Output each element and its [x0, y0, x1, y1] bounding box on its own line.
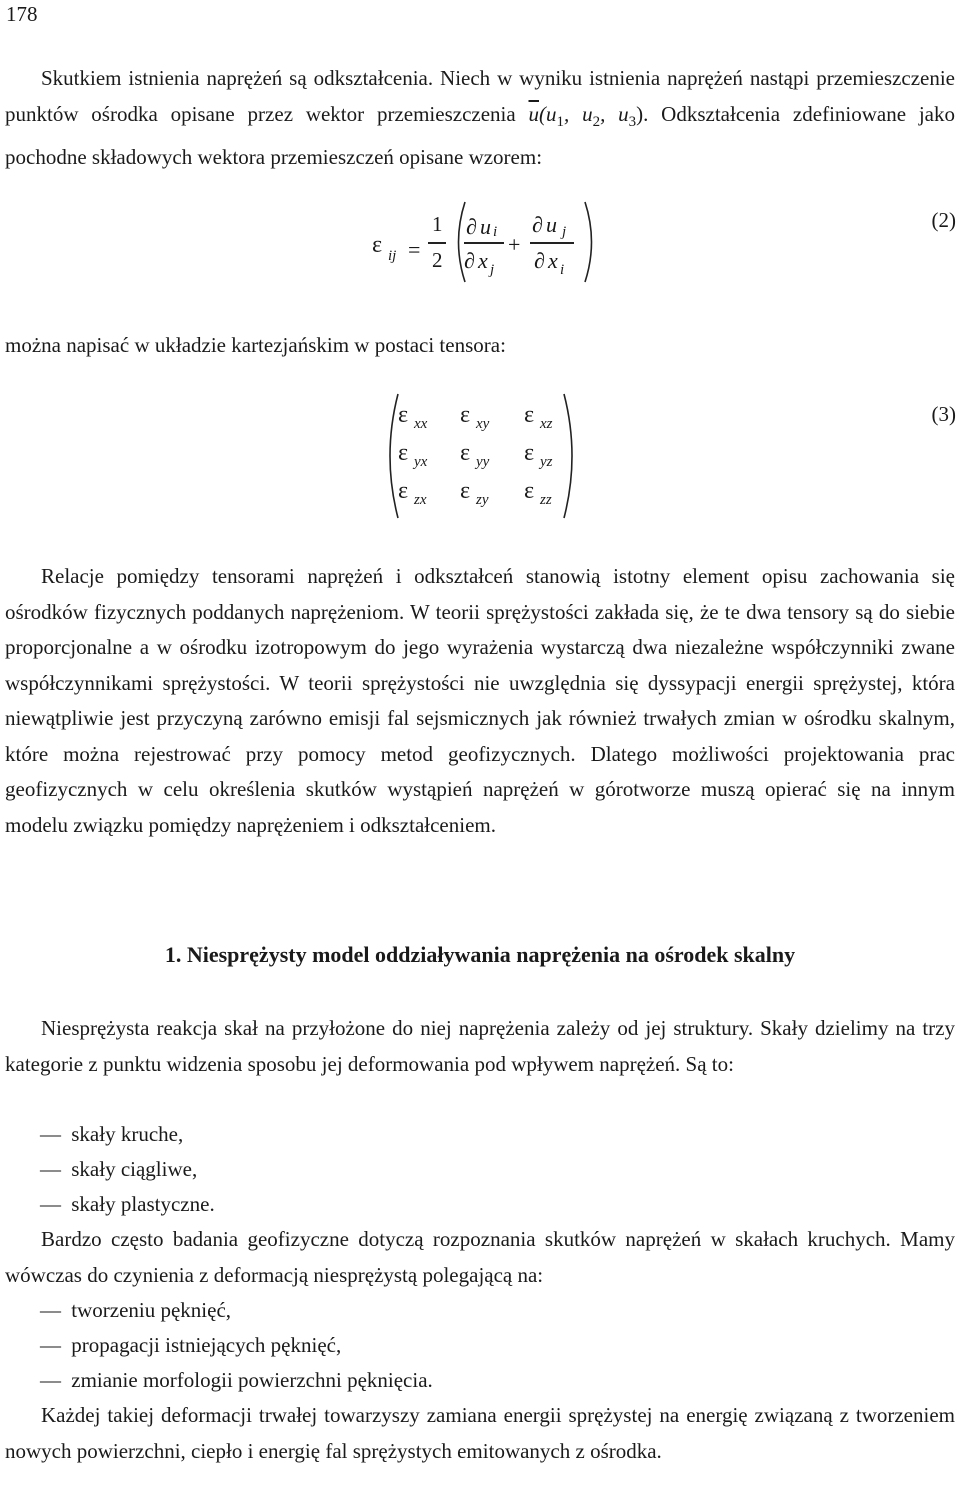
tensor-sub-zy: zy [476, 492, 489, 508]
tensor-intro: można napisać w układzie kartezjańskim w postaci tensora: [5, 333, 506, 357]
eq2-equals: = [408, 237, 421, 262]
paragraph-inelastic-text: Niesprężysta reakcja skał na przyłożone do niej naprężenia zależy od jej struktury. Skały dzielimy na trzy kategorie z punktu widzenia sposobu jej deformowania pod wpływem naprężeń. Są to: [5, 1016, 955, 1076]
eq2-u-2-sub: j [562, 224, 567, 240]
list-item-morphology [40, 1363, 433, 1398]
tensor-eps-xx: ε [398, 402, 409, 428]
tensor-sub-yz: yz [540, 454, 553, 470]
section-heading: 1. Niesprężysty model oddziaływania naprężenia na ośrodek skalny [164, 942, 796, 967]
eq2-u-1: u [480, 214, 491, 239]
eq2-right-paren [580, 200, 600, 284]
tensor-eps-zx: ε [398, 478, 409, 504]
paragraph-relations-text: Relacje pomiędzy tensorami naprężeń i odkształceń stanowią istotny element opisu zachowania się ośrodków fizycznych poddanych naprężeniom. W teorii sprężystości zakłada się, że te dwa tensory są do siebie proporcjonalne a w ośrodku izotropowym do jego wyrażenia wystarczą dwa niezależne współczynniki zwane współczynnikami sprężystości. W teorii sprężystości nie uwzględnia się dyssypacji energii sprężystej, która niewątpliwie jest przyczyną zarówno emisji fal sejsmicznych jak również trwałych zmian w ośrodku skalnym, które można rejestrować przy pomocy metod geofizycznych. Dlatego możliwości projektowania prac geofizycznych w celu określenia skutków wystąpień naprężeń w górotworze muszą opierać się na innym modelu związku pomiędzy naprężeniem i odkształceniem. [5, 564, 955, 837]
paragraph-brittle [5, 1222, 955, 1293]
eq2-x-1: x [478, 248, 488, 273]
list-item-text: skały plastyczne. [71, 1192, 215, 1216]
eq2-u-1-sub: i [493, 224, 498, 240]
page-number: 178 [6, 2, 38, 26]
tensor-eps-xy: ε [460, 402, 471, 428]
tensor-sub-xx: xx [414, 416, 428, 432]
tensor-right-paren [560, 392, 582, 520]
eq2-x-2-sub: i [560, 262, 565, 278]
vector-u-comp: u [546, 101, 557, 126]
paragraph-inelastic [5, 1011, 955, 1082]
tensor-eps-yx: ε [398, 440, 409, 466]
equation-3-label: (3) [931, 402, 956, 426]
eq2-x-2: x [548, 248, 558, 273]
eq2-frac-bar-2 [530, 242, 574, 244]
paragraph-brittle-text: Bardzo często badania geofizyczne dotyczą rozpoznania skutków naprężeń w skałach kruchych. Mamy wówczas do czynienia z deformacją niesprężystą polegającą na: [5, 1227, 955, 1287]
eq2-x-1-sub: j [490, 262, 495, 278]
eq2-plus: + [508, 232, 521, 257]
tensor-sub-xy: xy [476, 416, 490, 432]
eq2-half-bar [428, 242, 446, 244]
eq2-epsilon-sub: ij [388, 248, 397, 264]
list-dash: — [40, 1122, 61, 1146]
displacement-vector: $\overline{u}(u_1$, $u_2$, $u_3$ [528, 101, 637, 130]
vector-u: $\overline{u}$ [528, 101, 539, 126]
list-dash: — [40, 1298, 61, 1322]
eq2-half-num: 1 [432, 212, 443, 236]
list-item-text: skały ciągliwe, [71, 1157, 198, 1181]
paragraph-intro-text: Skutkiem istnienia naprężeń są odkształcenia. Niech w wyniku istnienia naprężeń nastąpi przemieszczenie punktów ośrodka opisane przez wektor przemieszczenia [5, 66, 955, 126]
paragraph-energy [5, 1398, 955, 1469]
tensor-eps-xz: ε [524, 402, 535, 428]
equation-2-label: (2) [931, 208, 956, 232]
list-item-plastic [40, 1187, 215, 1222]
tensor-eps-zy: ε [460, 478, 471, 504]
list-dash: — [40, 1157, 61, 1181]
list-item-text: skały kruche, [71, 1122, 184, 1146]
vector-sub-3: 3 [628, 113, 637, 130]
tensor-sub-xz: xz [540, 416, 553, 432]
eq2-partial-4: ∂ [534, 248, 545, 273]
tensor-eps-yz: ε [524, 440, 535, 466]
tensor-sub-yx: yx [414, 454, 428, 470]
eq2-epsilon: ε [372, 232, 383, 258]
list-item-text: propagacji istniejących pęknięć, [71, 1333, 342, 1357]
paragraph-energy-text: Każdej takiej deformacji trwałej towarzyszy zamiana energii sprężystej na energię związaną z tworzeniem nowych powierzchni, ciepło i energię fal sprężystych emitowanych z ośrodka. [5, 1403, 955, 1463]
paragraph-intro-rest: ). Odkształcenia zdefiniowane jako pochodne składowych wektora przemieszczeń opisane wzorem: [5, 101, 956, 170]
list-item-text: tworzeniu pęknięć, [71, 1298, 232, 1322]
list-item-propagation [40, 1328, 341, 1363]
tensor-sub-zz: zz [540, 492, 552, 508]
vector-u-comp2: u [582, 101, 593, 126]
eq2-frac-bar-1 [464, 242, 504, 244]
eq2-partial-3: ∂ [532, 212, 543, 237]
vector-sub-1: 1 [556, 113, 564, 130]
list-item-ductile [40, 1152, 197, 1187]
list-dash: — [40, 1192, 61, 1216]
tensor-sub-zx: zx [414, 492, 427, 508]
list-item-text: zmianie morfologii powierzchni pęknięcia. [71, 1368, 433, 1392]
list-item-brittle [40, 1117, 183, 1152]
vector-sub-2: 2 [592, 113, 601, 130]
eq2-partial-1: ∂ [466, 214, 477, 239]
list-item-cracks [40, 1293, 231, 1328]
paragraph-intro [5, 61, 955, 176]
eq2-half-den: 2 [432, 248, 443, 272]
tensor-eps-yy: ε [460, 440, 471, 466]
eq2-partial-2: ∂ [464, 248, 475, 273]
list-dash: — [40, 1368, 61, 1392]
paragraph-relations [5, 559, 955, 843]
tensor-eps-zz: ε [524, 478, 535, 504]
list-dash: — [40, 1333, 61, 1357]
tensor-sub-yy: yy [476, 454, 490, 470]
eq2-u-2: u [546, 212, 557, 237]
vector-u-comp3: u [618, 101, 629, 126]
